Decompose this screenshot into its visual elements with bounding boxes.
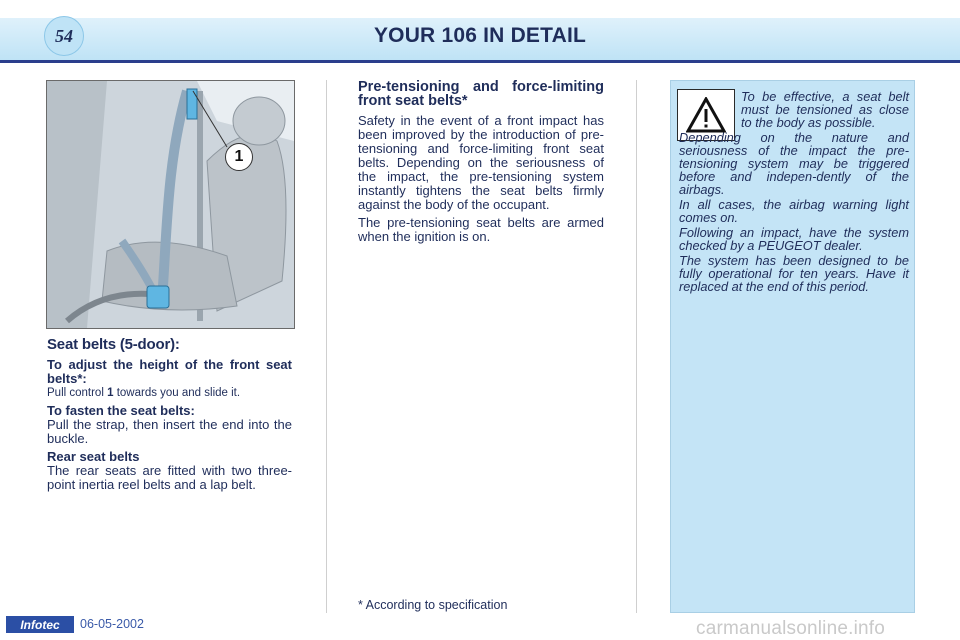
page-number: 54 [44,16,84,56]
control-number: 1 [107,387,114,399]
seat-belts-section [47,338,292,496]
pre-tensioning-section [358,80,604,248]
pre-tensioning-text-1: Safety in the event of a front impact has been improved by the introduction of pre-tensioning and force-limiting front seat belts. Depending on the seriousness of the impact, the pre-tensioning system instantly tightens the seat belts firmly against the body of the occupant. [358,113,604,212]
note-paragraph-3: In all cases, the airbag warning light comes on. [679,197,909,225]
adjust-height-text-prefix: Pull control [47,387,108,399]
infotec-logo: Infotec [6,616,74,633]
pre-tensioning-text-2: The pre-tensioning seat belts are armed when the ignition is on. [358,215,604,244]
warning-note-text [679,90,909,295]
note-paragraph-2: Depending on the nature and seriousness of the impact the pre-tensioning system may be triggered before and indepen-dently of the airbags. [679,130,909,197]
adjust-height-text [47,386,292,400]
column-divider-2 [636,80,637,613]
site-watermark: carmanualsonline.info [696,618,886,639]
adjust-height-heading: To adjust the height of the front seat belts*: [47,357,292,386]
fasten-text: Pull the strap, then insert the end into the buckle. [47,417,292,446]
column-divider-1 [326,80,327,613]
fasten-heading: To fasten the seat belts: [47,403,195,418]
note-paragraph-4: Following an impact, have the system checked by a PEUGEOT dealer. [679,225,909,253]
control-1-callout: 1 [225,143,253,171]
pre-tensioning-heading: Pre-tensioning and force-limiting front seat belts* [358,79,604,109]
rear-seat-belts-heading: Rear seat belts [47,449,140,464]
note-paragraph-5: The system has been designed to be fully operational for ten years. Have it replaced at the end of this period. [679,253,909,294]
adjust-height-text-suffix: towards you and slide it. [113,387,241,399]
seat-belts-heading: Seat belts (5-door): [47,336,180,353]
page-title: YOUR 106 IN DETAIL [373,24,587,47]
seat-belt-illustration [46,80,295,329]
note-paragraph-1: To be effective, a seat belt must be tensioned as close to the body as possible. [741,89,909,130]
warning-note-box [670,80,915,613]
header-rule [0,60,960,63]
footnote: * According to specification [358,598,508,612]
rear-seat-belts-text: The rear seats are fitted with two three-point inertia reel belts and a lap belt. [47,463,292,492]
seat-illustration-svg [47,81,294,328]
print-date: 06-05-2002 [80,617,144,631]
